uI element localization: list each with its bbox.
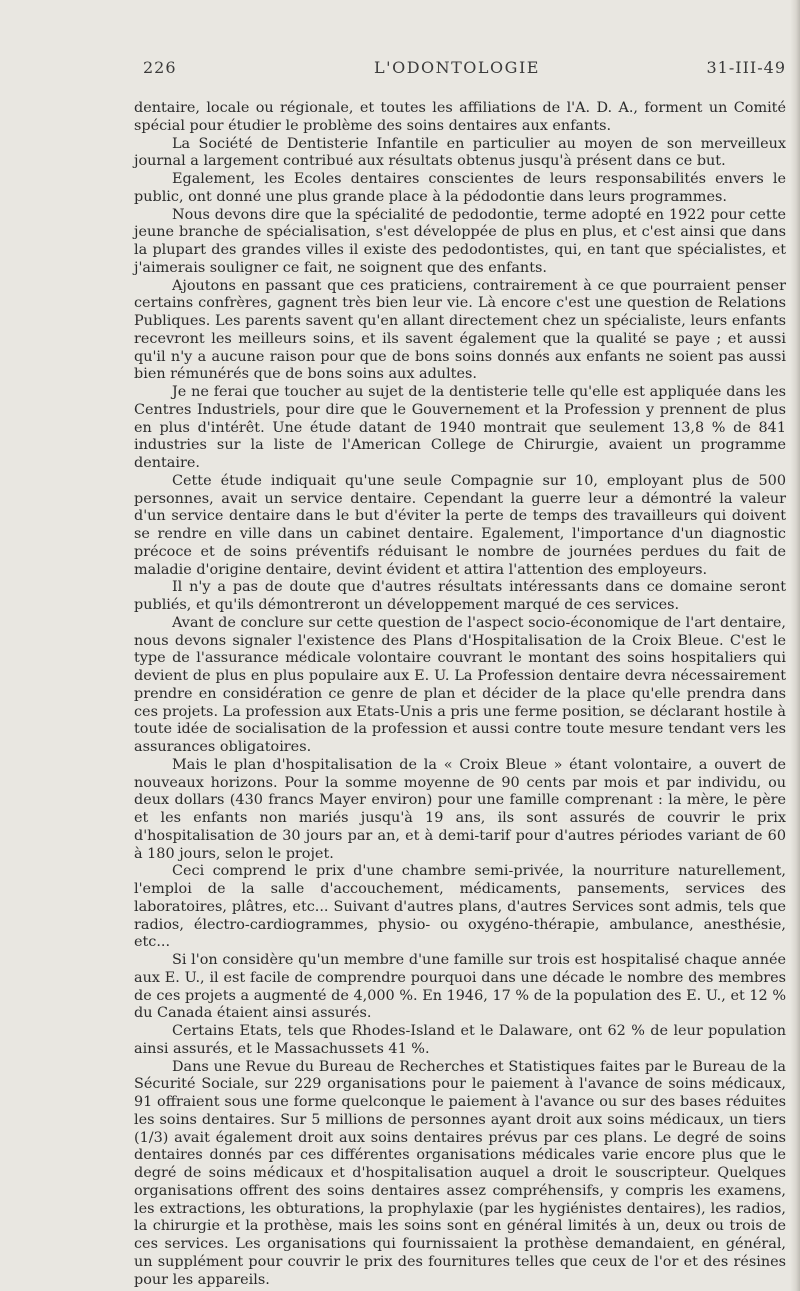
journal-title: L'ODONTOLOGIE xyxy=(374,58,540,77)
paragraph: Avant de conclure sur cette question de l'aspect socio-économique de l'art dentaire, nous devons signaler l'existence des Plans d'Hospitalisation de la Croix Bleue. C'est le type de l'assurance médicale volontaire couvrant le montant des soins hospitaliers qui devient de plus en plus populaire aux E. U. La Profession dentaire devra nécessairement prendre en considération ce genre de plan et décider de la place qu'elle prendra dans ces projets. La profession aux Etats-Unis a pris une ferme position, se déclarant hostile à toute idée de socialisation de la profession et aussi contre toute mesure tendant vers les assurances obligatoires. xyxy=(134,614,786,755)
paragraph: Cette étude indiquait qu'une seule Compagnie sur 10, employant plus de 500 personnes, avait un service dentaire. Cependant la guerre leur a démontré la valeur d'un service dentaire dans le but d'éviter la perte de temps des travailleurs qui doivent se rendre en ville dans un cabinet dentaire. Egalement, l'importance d'un diagnostic précoce et de soins préventifs réduisant le nombre de journées perdues du fait de maladie d'origine dentaire, devint évident et attira l'attention des employeurs. xyxy=(134,472,786,578)
paragraph: Je ne ferai que toucher au sujet de la dentisterie telle qu'elle est appliquée dans les Centres Industriels, pour dire que le Gouvernement et la Profession y prennent de plus en plus d'intérêt. Une étude datant de 1940 montrait que seulement 13,8 % de 841 industries sur la liste de l'American College de Chirurgie, avaient un programme dentaire. xyxy=(134,384,786,471)
paragraph: Egalement, les Ecoles dentaires conscientes de leurs responsabilités envers le public, ont donné une plus grande place à la pédodontie dans leurs programmes. xyxy=(134,171,786,205)
issue-date: 31-III-49 xyxy=(706,58,786,77)
paragraph: La Société de Dentisterie Infantile en particulier au moyen de son merveilleux journal a largement contribué aux résultats obtenus jusqu'à présent dans ce but. xyxy=(134,135,786,170)
paragraph: Si l'on considère qu'un membre d'une famille sur trois est hospitalisé chaque année aux E. U., il est facile de comprendre pourquoi dans une décade le nombre des membres de ces projets a augmenté de 4,000 %. En 1946, 17 % de la population des E. U., et 12 % du Canada étaient ainsi assurés. xyxy=(134,952,786,1022)
page-edge-shadow xyxy=(790,0,800,1291)
paragraph: Il n'y a pas de doute que d'autres résultats intéressants dans ce domaine seront publiés, et qu'ils démontreront un développement marqué de ces services. xyxy=(134,579,786,613)
paragraph: Ceci comprend le prix d'une chambre semi-privée, la nourriture naturellement, l'emploi de la salle d'accouchement, médicaments, pansements, services des laboratoires, plâtres, etc... Suivant d'autres plans, d'autres Services sont admis, tels que radios, électro-cardiogrammes, physio- ou oxygéno-thérapie, ambulance, anesthésie, etc... xyxy=(134,863,786,951)
paragraph: Dans une Revue du Bureau de Recherches et Statistiques faites par le Bureau de la Sécurité Sociale, sur 229 organisations pour le paiement à l'avance de soins médicaux, 91 offraient sous une forme quelconque le paiement à l'avance ou sur des bases réduites les soins dentaires. Sur 5 millions de personnes ayant droit aux soins médicaux, un tiers (1/3) avait également droit aux soins dentaires prévus par ces plans. Le degré de soins dentaires donnés par ces différentes organisations médicales varie encore plus que le degré de soins médicaux et d'hospitalisation auquel a droit le souscripteur. Quelques organisations offrent des soins dentaires assez compréhensifs, y compris les examens, les extractions, les obturations, la prophylaxie (par les hygiénistes dentaires), les radios, la chirurgie et la prothèse, mais les soins sont en général limités à un, deux ou trois de ces services. Les organisations qui fournissaient la prothèse demandaient, en général, un supplément pour couvrir le prix des fournitures telles que ceux de l'or et des résines pour les appareils. xyxy=(134,1058,786,1288)
page-number: 226 xyxy=(143,58,177,77)
paragraph: dentaire, locale ou régionale, et toutes les affiliations de l'A. D. A., forment un Comité spécial pour étudier le problème des soins dentaires aux enfants. xyxy=(134,100,786,134)
paragraph: Mais le plan d'hospitalisation de la « Croix Bleue » étant volontaire, a ouvert de nouveaux horizons. Pour la somme moyenne de 90 cents par mois et par individu, ou deux dollars (430 francs Mayer environ) pour une famille comprenant : la mère, le père et les enfants non mariés jusqu'à 19 ans, ils sont assurés de couvrir le prix d'hospitalisation de 30 jours par an, et à demi-tarif pour d'autres périodes variant de 60 à 180 jours, selon le projet. xyxy=(134,756,786,862)
article-body xyxy=(134,100,786,1289)
paragraph: Certains Etats, tels que Rhodes-Island et le Dalaware, ont 62 % de leur population ainsi assurés, et le Massachussets 41 %. xyxy=(134,1023,786,1057)
running-header xyxy=(128,58,786,80)
paragraph: Ajoutons en passant que ces praticiens, contrairement à ce que pourraient penser certains confrères, gagnent très bien leur vie. Là encore c'est une question de Relations Publiques. Les parents savent qu'en allant directement chez un spécialiste, leurs enfants recevront les meilleurs soins, et ils savent également que la qualité se paye ; et aussi qu'il n'y a aucune raison pour que de bons soins donnés aux enfants ne soient pas aussi bien rémunérés que de bons soins aux adultes. xyxy=(134,277,786,383)
paragraph: Nous devons dire que la spécialité de pedodontie, terme adopté en 1922 pour cette jeune branche de spécialisation, s'est développée de plus en plus, et c'est ainsi que dans la plupart des grandes villes il existe des pedodontistes, qui, en tant que spécialistes, et j'aimerais souligner ce fait, ne soignent que des enfants. xyxy=(134,206,786,276)
